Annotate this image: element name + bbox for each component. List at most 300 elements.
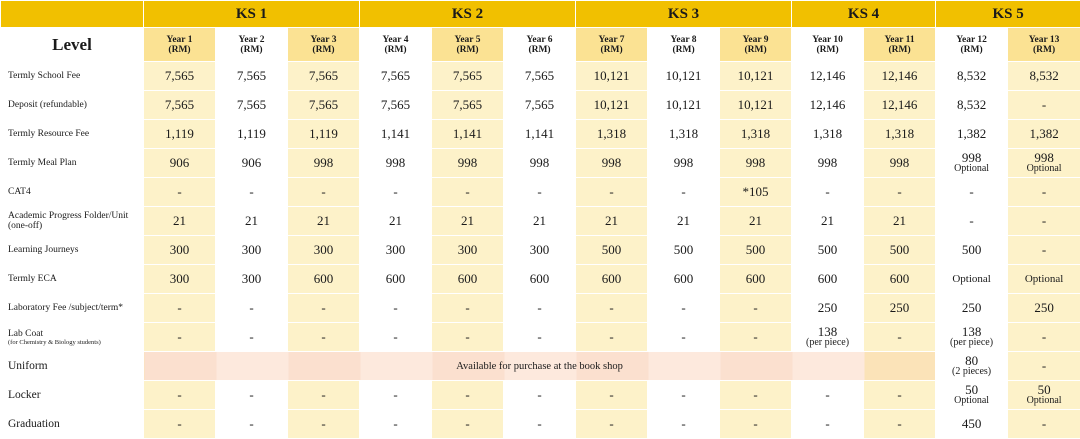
fee-value: 10,121 — [594, 97, 630, 112]
fee-cell — [288, 207, 360, 236]
fee-cell — [144, 410, 216, 439]
fee-cell — [720, 323, 792, 352]
row-label-text: Termly School Fee — [8, 71, 80, 81]
fee-cell — [576, 236, 648, 265]
fee-cell — [288, 265, 360, 294]
fee-value: 21 — [605, 213, 618, 228]
fee-cell — [216, 410, 288, 439]
fee-value: 7,565 — [525, 68, 554, 83]
fee-cell — [216, 178, 288, 207]
fee-cell — [720, 410, 792, 439]
fee-value: 50 — [965, 382, 978, 397]
fee-cell — [288, 120, 360, 149]
fee-value: - — [681, 387, 685, 402]
fee-value: 600 — [530, 271, 550, 286]
fee-value: 600 — [890, 271, 910, 286]
fee-value: 1,119 — [165, 126, 194, 141]
fee-cell — [864, 178, 936, 207]
year-header — [144, 28, 216, 62]
fee-value: - — [681, 184, 685, 199]
table-row — [1, 265, 1080, 294]
fee-value: 7,565 — [237, 68, 266, 83]
fee-value: 600 — [314, 271, 334, 286]
fee-value: 21 — [533, 213, 546, 228]
year-header — [432, 28, 504, 62]
fee-value: 21 — [893, 213, 906, 228]
fee-cell — [432, 323, 504, 352]
fee-value: - — [249, 184, 253, 199]
row-label-text: Locker — [8, 389, 41, 401]
row-label-text: Termly ECA — [8, 274, 57, 284]
fee-cell — [216, 120, 288, 149]
fee-cell — [288, 62, 360, 91]
year-header — [1008, 28, 1080, 62]
fee-subnote: (per piece) — [936, 338, 1007, 348]
currency-unit: (RM) — [1008, 45, 1080, 55]
year-header — [216, 28, 288, 62]
fee-cell — [792, 265, 864, 294]
fee-cell — [288, 323, 360, 352]
fee-value: 8,532 — [1029, 68, 1058, 83]
fee-cell — [936, 91, 1008, 120]
fee-subnote: Optional — [1008, 164, 1080, 174]
fee-cell — [864, 294, 936, 323]
fee-value: - — [321, 387, 325, 402]
fee-cell — [648, 178, 720, 207]
table-row — [1, 120, 1080, 149]
row-label-text: Deposit (refundable) — [8, 100, 87, 110]
fee-cell — [720, 178, 792, 207]
row-label-text: CAT4 — [8, 187, 31, 197]
fee-value: 998 — [530, 155, 550, 170]
fee-cell — [792, 91, 864, 120]
currency-unit: (RM) — [864, 45, 935, 55]
fee-value: - — [393, 387, 397, 402]
fee-cell — [936, 352, 1008, 381]
fee-cell — [576, 149, 648, 178]
row-label — [1, 294, 144, 323]
fee-cell — [144, 236, 216, 265]
fee-cell — [288, 381, 360, 410]
fee-cell — [144, 294, 216, 323]
fee-value: - — [249, 416, 253, 431]
fee-value: 998 — [962, 150, 982, 165]
fee-value: - — [1042, 97, 1046, 112]
level-header: Level — [1, 28, 144, 62]
fee-cell — [1008, 294, 1080, 323]
fee-cell — [360, 120, 432, 149]
fee-cell — [1008, 265, 1080, 294]
year-label: Year 3 — [288, 35, 359, 45]
fee-value: 600 — [458, 271, 478, 286]
fee-cell — [288, 294, 360, 323]
fee-value: 500 — [890, 242, 910, 257]
fee-cell — [648, 149, 720, 178]
year-header — [720, 28, 792, 62]
year-label: Year 11 — [864, 35, 935, 45]
fee-cell — [576, 91, 648, 120]
fee-cell — [720, 294, 792, 323]
fee-value: - — [393, 184, 397, 199]
fee-cell — [792, 294, 864, 323]
fee-value: 998 — [458, 155, 478, 170]
fee-value: - — [609, 416, 613, 431]
currency-unit: (RM) — [288, 45, 359, 55]
fee-value: 300 — [242, 271, 262, 286]
fee-cell — [504, 91, 576, 120]
fee-value: - — [825, 416, 829, 431]
fee-cell — [648, 323, 720, 352]
fee-value: - — [393, 416, 397, 431]
table-row — [1, 381, 1080, 410]
fee-value: 1,141 — [453, 126, 482, 141]
fee-cell — [144, 178, 216, 207]
fee-cell — [1008, 91, 1080, 120]
year-label: Year 4 — [360, 35, 431, 45]
fee-value: - — [825, 184, 829, 199]
fee-value: 250 — [890, 300, 910, 315]
currency-unit: (RM) — [648, 45, 719, 55]
fee-value: - — [249, 329, 253, 344]
fee-value: 1,318 — [741, 126, 770, 141]
fee-value: 21 — [317, 213, 330, 228]
year-label: Year 8 — [648, 35, 719, 45]
fee-cell — [144, 381, 216, 410]
fee-value: - — [537, 416, 541, 431]
year-label: Year 10 — [792, 35, 863, 45]
fee-value: - — [393, 300, 397, 315]
currency-unit: (RM) — [216, 45, 287, 55]
currency-unit: (RM) — [144, 45, 215, 55]
fee-value: 998 — [818, 155, 838, 170]
row-label — [1, 265, 144, 294]
fee-cell — [288, 91, 360, 120]
fee-cell — [1008, 352, 1080, 381]
fee-cell — [504, 120, 576, 149]
fee-value: 600 — [818, 271, 838, 286]
currency-unit: (RM) — [504, 45, 575, 55]
fee-value: - — [1042, 213, 1046, 228]
fee-value: - — [393, 329, 397, 344]
fee-value: 7,565 — [309, 97, 338, 112]
fee-value: - — [465, 300, 469, 315]
fee-value: 1,382 — [1029, 126, 1058, 141]
fee-value: 500 — [674, 242, 694, 257]
stage-header-ks5: KS 5 — [936, 1, 1080, 28]
fee-value: 998 — [386, 155, 406, 170]
fee-cell — [360, 265, 432, 294]
fee-cell — [720, 236, 792, 265]
fee-value: 7,565 — [165, 97, 194, 112]
fee-cell — [864, 120, 936, 149]
fee-value: 10,121 — [666, 97, 702, 112]
fee-cell — [936, 381, 1008, 410]
fee-value: 10,121 — [738, 68, 774, 83]
fee-value: - — [1042, 358, 1046, 373]
fee-cell — [864, 265, 936, 294]
fee-value: 1,318 — [885, 126, 914, 141]
fee-value: 12,146 — [810, 97, 846, 112]
fee-cell — [720, 62, 792, 91]
fee-value: - — [609, 387, 613, 402]
fee-cell — [648, 265, 720, 294]
fee-value: - — [609, 329, 613, 344]
fee-cell — [576, 207, 648, 236]
fee-cell — [576, 323, 648, 352]
fee-value: - — [681, 416, 685, 431]
fee-subnote: Optional — [936, 396, 1007, 406]
table-row — [1, 352, 1080, 381]
table-row — [1, 294, 1080, 323]
fee-value: - — [177, 329, 181, 344]
fee-value: 1,119 — [237, 126, 266, 141]
fee-cell — [144, 91, 216, 120]
fee-cell — [792, 178, 864, 207]
year-header — [576, 28, 648, 62]
fee-value: 21 — [173, 213, 186, 228]
fee-cell — [504, 323, 576, 352]
fee-value: 600 — [386, 271, 406, 286]
fee-value: - — [249, 387, 253, 402]
fee-value: Optional — [1025, 273, 1064, 285]
table-row — [1, 62, 1080, 91]
fee-cell — [1008, 178, 1080, 207]
fee-value: 50 — [1038, 382, 1051, 397]
fee-value: 250 — [962, 300, 982, 315]
fee-value: - — [1042, 242, 1046, 257]
fee-value: 7,565 — [453, 68, 482, 83]
fee-cell — [360, 294, 432, 323]
fee-value: 300 — [170, 271, 190, 286]
fee-cell — [576, 265, 648, 294]
fee-cell — [936, 294, 1008, 323]
fee-value: 21 — [245, 213, 258, 228]
fee-value: - — [897, 387, 901, 402]
fee-value: Optional — [952, 273, 991, 285]
fee-value: 600 — [602, 271, 622, 286]
fee-value: 250 — [1034, 300, 1054, 315]
fee-cell — [360, 207, 432, 236]
fee-cell — [936, 120, 1008, 149]
fee-value: - — [177, 300, 181, 315]
fee-cell — [1008, 207, 1080, 236]
fee-cell — [504, 207, 576, 236]
fee-value: 300 — [242, 242, 262, 257]
fee-cell — [864, 410, 936, 439]
fee-cell — [504, 294, 576, 323]
fee-value: 12,146 — [882, 68, 918, 83]
fee-value: - — [609, 184, 613, 199]
fee-value: 250 — [818, 300, 838, 315]
fee-value: 7,565 — [309, 68, 338, 83]
fee-cell — [360, 149, 432, 178]
fee-cell — [576, 381, 648, 410]
currency-unit: (RM) — [576, 45, 647, 55]
fee-cell — [864, 381, 936, 410]
fee-value: 500 — [746, 242, 766, 257]
fee-value: - — [753, 416, 757, 431]
fee-cell — [936, 323, 1008, 352]
fee-cell — [936, 149, 1008, 178]
fee-cell — [1008, 410, 1080, 439]
fee-value: 998 — [674, 155, 694, 170]
fee-cell — [432, 62, 504, 91]
fee-value: 7,565 — [525, 97, 554, 112]
fee-value: 21 — [677, 213, 690, 228]
fee-cell — [648, 91, 720, 120]
fee-cell — [432, 265, 504, 294]
table-row — [1, 410, 1080, 439]
fee-value: - — [177, 387, 181, 402]
fee-cell — [936, 265, 1008, 294]
fee-value: - — [1042, 184, 1046, 199]
fee-value: 8,532 — [957, 97, 986, 112]
currency-unit: (RM) — [432, 45, 503, 55]
fee-cell — [288, 236, 360, 265]
fee-value: 12,146 — [882, 97, 918, 112]
row-label-text: Laboratory Fee /subject/term* — [8, 303, 123, 313]
row-label — [1, 323, 144, 352]
fee-cell — [576, 294, 648, 323]
row-label — [1, 352, 144, 381]
stage-header-ks1: KS 1 — [144, 1, 360, 28]
fee-cell — [360, 410, 432, 439]
stage-header-ks3: KS 3 — [576, 1, 792, 28]
fee-value: *105 — [743, 184, 769, 199]
table-row — [1, 236, 1080, 265]
fee-cell — [360, 381, 432, 410]
fee-value: - — [537, 300, 541, 315]
fee-cell — [216, 381, 288, 410]
fee-cell — [792, 149, 864, 178]
year-label: Year 6 — [504, 35, 575, 45]
fee-cell — [144, 62, 216, 91]
fee-value: 300 — [314, 242, 334, 257]
fee-cell — [648, 120, 720, 149]
fee-cell — [720, 149, 792, 178]
fee-value: 10,121 — [594, 68, 630, 83]
fee-value: 906 — [242, 155, 262, 170]
fee-value: - — [321, 300, 325, 315]
fee-value: - — [177, 416, 181, 431]
fee-cell — [216, 323, 288, 352]
fee-cell — [792, 381, 864, 410]
fee-value: 1,318 — [669, 126, 698, 141]
row-label-text: Termly Resource Fee — [8, 129, 89, 139]
row-label — [1, 120, 144, 149]
fee-value: 998 — [602, 155, 622, 170]
fee-cell — [720, 120, 792, 149]
fee-value: - — [1042, 329, 1046, 344]
fee-value: - — [321, 416, 325, 431]
fee-cell — [144, 207, 216, 236]
fee-cell — [144, 323, 216, 352]
fee-cell — [432, 410, 504, 439]
fee-value: 1,318 — [813, 126, 842, 141]
row-label-text: Termly Meal Plan — [8, 158, 76, 168]
year-header — [360, 28, 432, 62]
fee-value: 7,565 — [453, 97, 482, 112]
fee-cell — [360, 236, 432, 265]
year-header — [648, 28, 720, 62]
fee-cell — [144, 120, 216, 149]
fee-value: 600 — [674, 271, 694, 286]
fee-value: 21 — [461, 213, 474, 228]
fee-cell — [360, 91, 432, 120]
fee-value: - — [969, 213, 973, 228]
fee-value: - — [177, 184, 181, 199]
currency-unit: (RM) — [720, 45, 791, 55]
fee-value: 1,141 — [525, 126, 554, 141]
fee-value: 7,565 — [381, 68, 410, 83]
currency-unit: (RM) — [792, 45, 863, 55]
year-header — [936, 28, 1008, 62]
year-header — [288, 28, 360, 62]
fee-value: 10,121 — [666, 68, 702, 83]
fee-value: - — [537, 184, 541, 199]
fee-cell — [144, 149, 216, 178]
fee-cell — [288, 178, 360, 207]
fee-cell — [864, 149, 936, 178]
fee-cell — [1008, 323, 1080, 352]
fee-cell — [432, 236, 504, 265]
fee-cell — [216, 149, 288, 178]
fee-cell — [936, 236, 1008, 265]
year-header — [792, 28, 864, 62]
fee-cell — [216, 207, 288, 236]
table-row — [1, 178, 1080, 207]
fee-cell — [792, 410, 864, 439]
row-label-text: Academic Progress Folder/Unit (one-off) — [8, 211, 128, 231]
fee-value: - — [897, 329, 901, 344]
fee-value: 500 — [602, 242, 622, 257]
fee-value: 998 — [1034, 150, 1054, 165]
currency-unit: (RM) — [360, 45, 431, 55]
fee-value: - — [465, 416, 469, 431]
year-label: Year 1 — [144, 35, 215, 45]
fee-cell — [936, 207, 1008, 236]
fee-cell — [792, 236, 864, 265]
fee-value: 300 — [386, 242, 406, 257]
fee-cell — [504, 265, 576, 294]
fee-value: 998 — [890, 155, 910, 170]
fee-value: 300 — [170, 242, 190, 257]
fee-cell — [648, 381, 720, 410]
fee-cell — [360, 178, 432, 207]
fee-cell — [720, 91, 792, 120]
fee-value: 21 — [389, 213, 402, 228]
fee-cell — [216, 294, 288, 323]
fee-cell — [1008, 62, 1080, 91]
year-label: Year 12 — [936, 35, 1007, 45]
stage-header-ks2: KS 2 — [360, 1, 576, 28]
row-label-text: Lab Coat — [8, 329, 43, 339]
fee-cell — [864, 91, 936, 120]
row-label — [1, 381, 144, 410]
fee-value: - — [321, 329, 325, 344]
fee-value: - — [1042, 416, 1046, 431]
fee-value: - — [897, 416, 901, 431]
fee-cell — [792, 62, 864, 91]
fee-cell — [864, 207, 936, 236]
fee-value: 12,146 — [810, 68, 846, 83]
fee-cell — [216, 62, 288, 91]
row-label — [1, 236, 144, 265]
fee-subnote: Optional — [1008, 396, 1080, 406]
uniform-availability-note: Available for purchase at the book shop — [144, 352, 936, 381]
row-label — [1, 410, 144, 439]
year-label: Year 2 — [216, 35, 287, 45]
